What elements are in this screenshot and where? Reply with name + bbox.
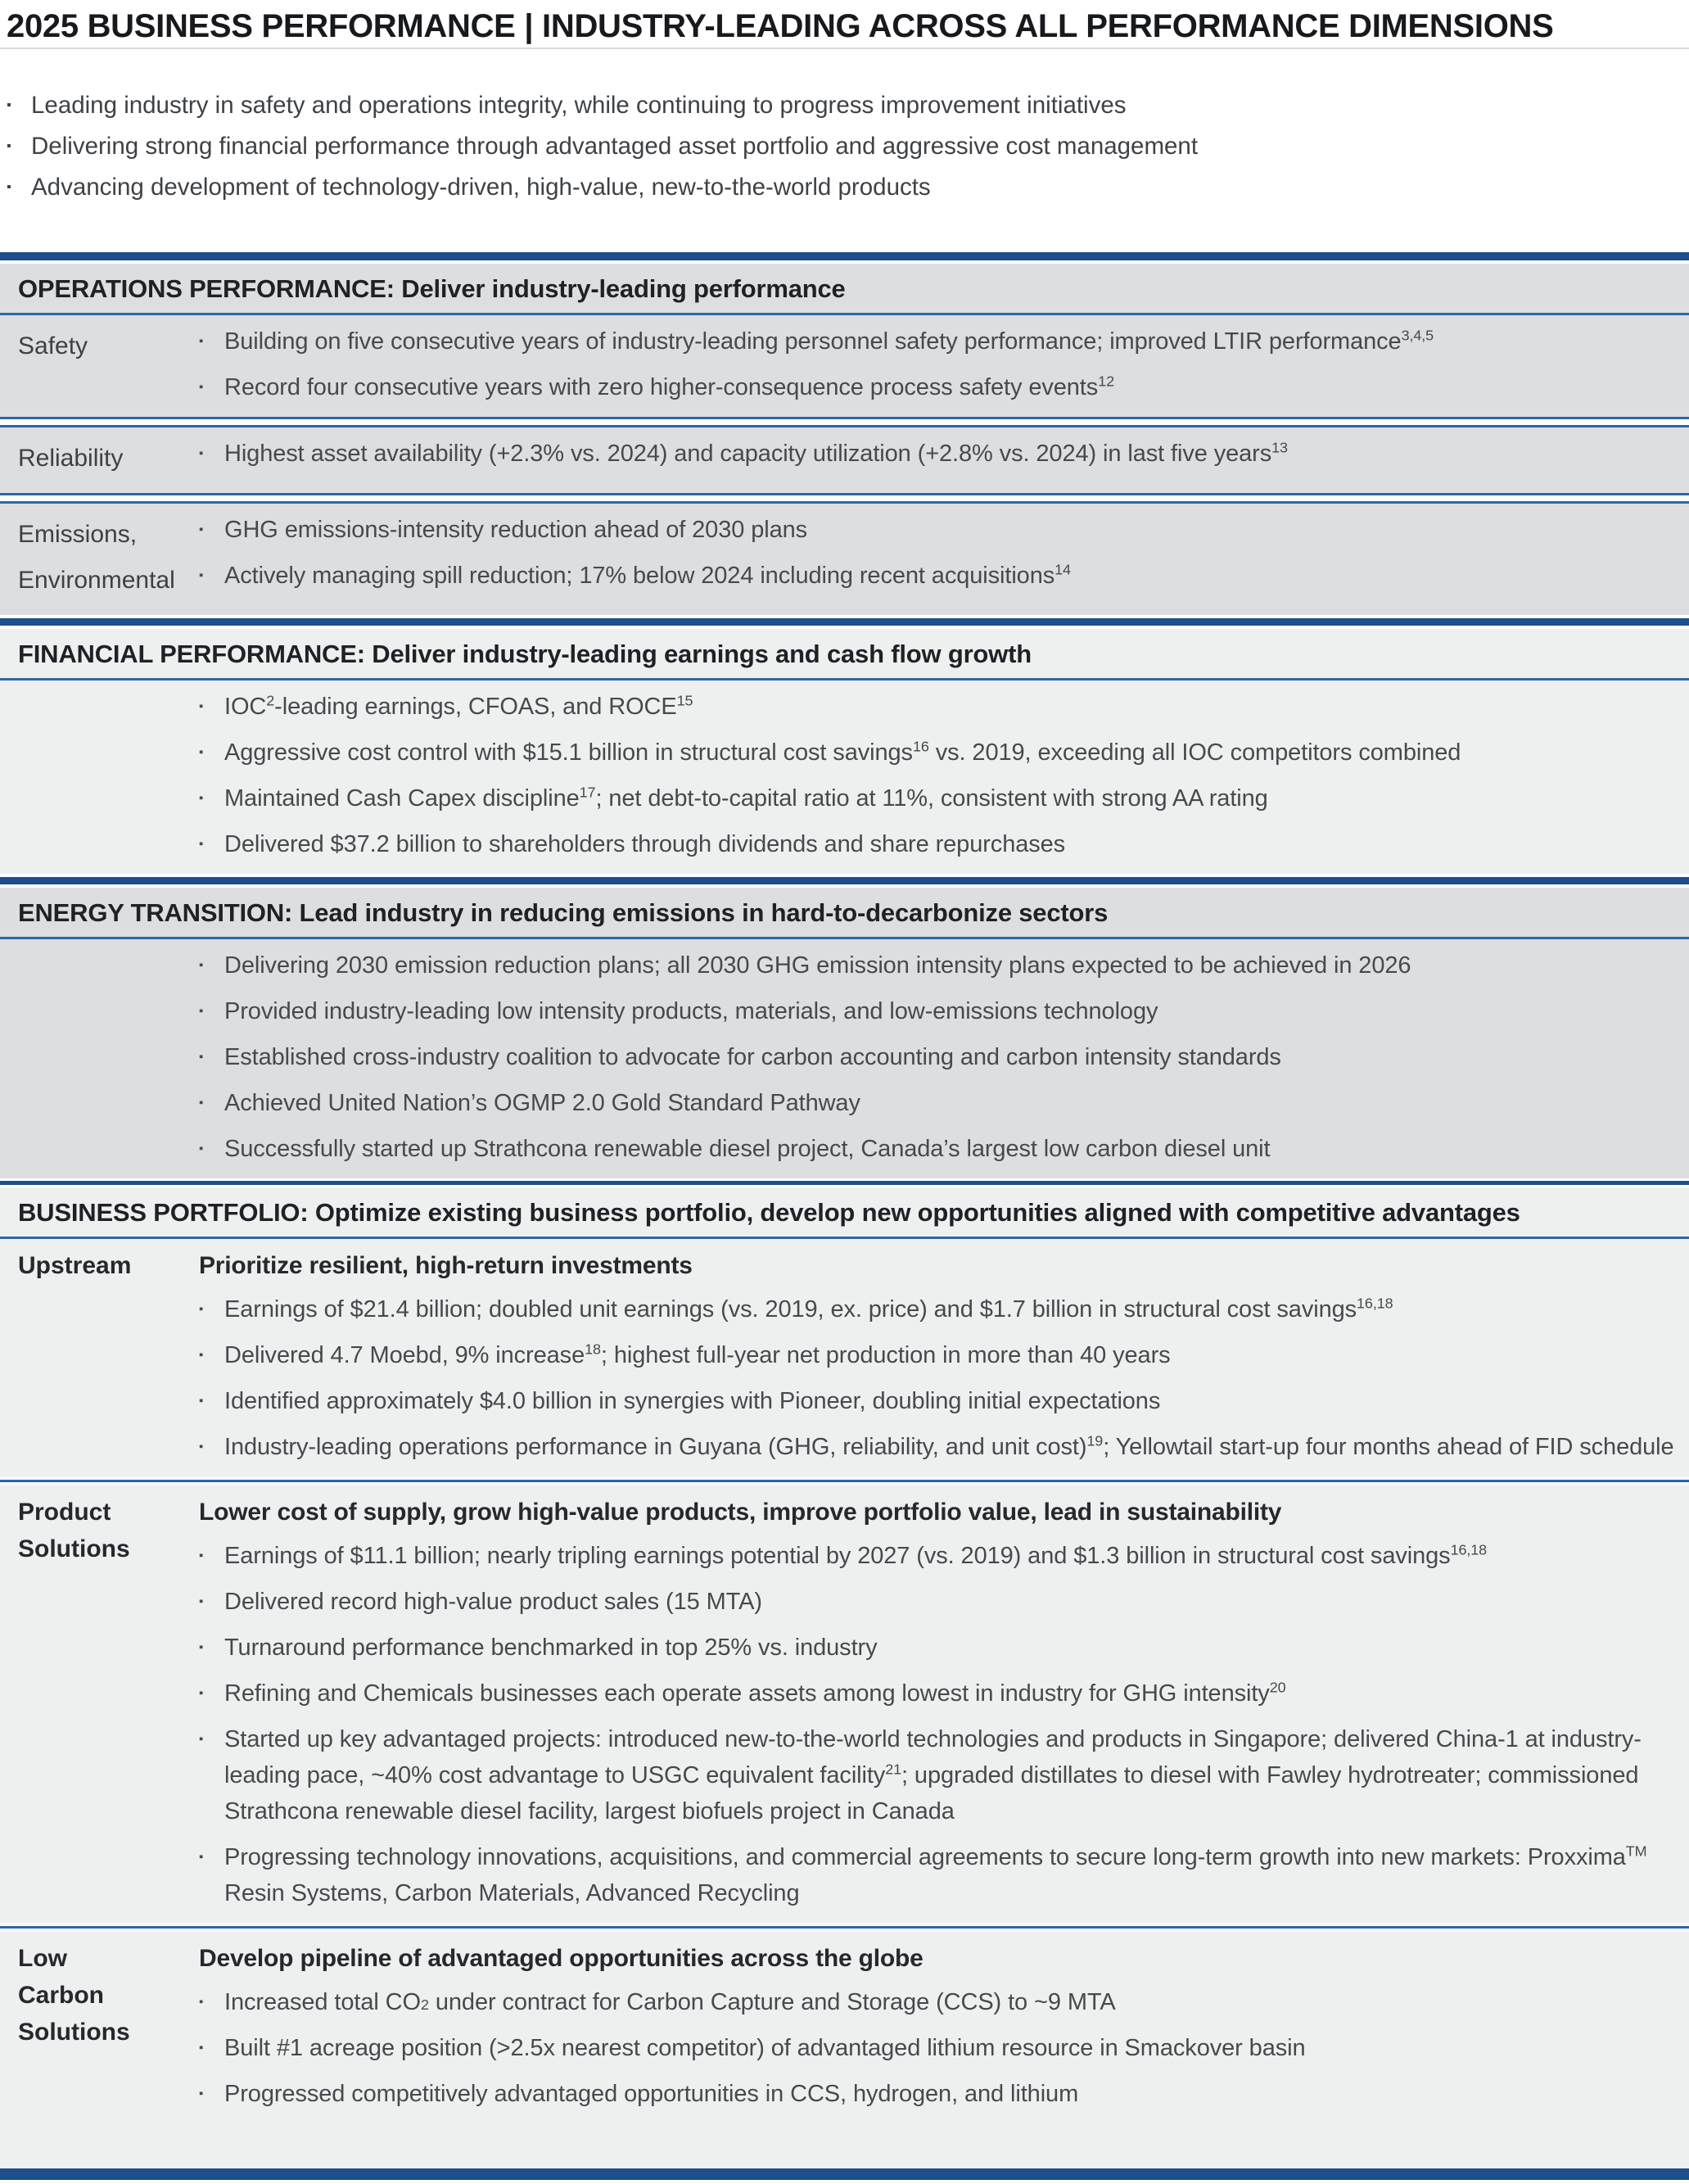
- bullet-square-icon: ▪: [7, 180, 11, 194]
- section-header-energy-transition: ENERGY TRANSITION: Lead industry in reducing emissions in hard-to-decarbonize sectors: [18, 898, 1109, 927]
- section-header-financial: FINANCIAL PERFORMANCE: Deliver industry-leading earnings and cash flow growth: [18, 640, 1032, 668]
- bullet-text: IOC$^2$-leading earnings, CFOAS, and ROCE$^{15}$: [224, 692, 693, 720]
- row-divider-double: [0, 493, 1689, 504]
- bullet-item: [199, 436, 1674, 472]
- bullet-item: [199, 1538, 1674, 1574]
- row-label-reliability: [0, 436, 199, 482]
- bullet-text: Established cross-industry coalition to advocate for carbon accounting and carbon intensity standards: [224, 1044, 1281, 1070]
- intro-bullet-text: Delivering strong financial performance through advantaged asset portfolio and aggressive cost management: [31, 133, 1199, 160]
- bullet-square-icon: ▪: [199, 1594, 204, 1608]
- superscript-ref: 20: [1269, 1679, 1286, 1696]
- superscript-ref: 18: [585, 1341, 601, 1358]
- bullet-square-icon: ▪: [199, 1732, 204, 1746]
- bullet-square-icon: ▪: [7, 98, 11, 112]
- row-label-product-solutions: [0, 1494, 199, 1911]
- bullet-square-icon: ▪: [199, 1549, 204, 1562]
- intro-bullet: [7, 126, 1689, 167]
- superscript-ref: 14: [1054, 561, 1071, 578]
- row-content-product-solutions: [199, 1494, 1689, 1911]
- superscript-ref: 2: [266, 692, 275, 709]
- superscript-ref: 19: [1086, 1432, 1104, 1449]
- bullet-square-icon: ▪: [199, 446, 204, 460]
- bullet-text: Increased total CO2 under contract for Carbon Capture and Storage (CCS) to ~9 MTA: [224, 1989, 1116, 2015]
- row-label-line: Upstream: [18, 1252, 132, 1279]
- section-header-operations: OPERATIONS PERFORMANCE: Deliver industry-leading performance: [18, 274, 846, 303]
- bullet-item: [199, 369, 1674, 405]
- bullet-text: Earnings of $11.1 billion; nearly tripling earnings potential by 2027 (vs. 2019) and $1.3 billion in structural cost savings$^{16,18}$: [224, 1541, 1488, 1569]
- row-product-solutions: [0, 1485, 1689, 1923]
- page-title: 2025 BUSINESS PERFORMANCE | INDUSTRY-LEADING ACROSS ALL PERFORMANCE DIMENSIONS: [7, 8, 1554, 44]
- row-safety: [0, 315, 1689, 417]
- bullet-text: Progressed competitively advantaged opportunities in CCS, hydrogen, and lithium: [224, 2081, 1079, 2107]
- bullet-text: Built #1 acreage position (>2.5x nearest competitor) of advantaged lithium resource in Smackover basin: [224, 2035, 1306, 2061]
- row-energy-highlights: [0, 939, 1689, 1178]
- bullet-text: Started up key advantaged projects: introduced new-to-the-world technologies and products in Singapore; delivered China-1 at industry-leading pace, ~40% cost advantage to USGC equivalent facility$^{21}$; upgraded distillates to diesel with Fawley hydrotreater; commissioned Strathcona renewable diesel facility, largest biofuels project in Canada: [224, 1726, 1642, 1825]
- bullet-item: [199, 1383, 1674, 1419]
- bullet-text: Building on five consecutive years of industry-leading personnel safety performance; improved LTIR performance$^{3,4,5}$: [224, 327, 1434, 355]
- bullet-square-icon: ▪: [199, 1394, 204, 1408]
- bullet-item: [199, 780, 1674, 816]
- row-label-line: Product: [18, 1499, 111, 1526]
- row-upstream: [0, 1239, 1689, 1476]
- bullet-square-icon: ▪: [199, 791, 204, 805]
- row-label-line: Environmental: [18, 567, 175, 594]
- bullet-text: Provided industry-leading low intensity products, materials, and low-emissions technology: [224, 998, 1158, 1024]
- bullet-item: [199, 323, 1674, 359]
- intro-bullet-text: Advancing development of technology-driven, high-value, new-to-the-world products: [31, 174, 931, 201]
- subscript-ref: 2: [421, 1996, 429, 2013]
- title-divider: [0, 47, 1689, 49]
- bullet-text: Maintained Cash Capex discipline$^{17}$; net debt-to-capital ratio at 11%, consistent with strong AA rating: [224, 784, 1268, 812]
- bullet-item: [199, 1675, 1674, 1711]
- row-subheader: Develop pipeline of advantaged opportunities across the globe: [199, 1945, 924, 1972]
- bullet-text: Delivered $37.2 billion to shareholders through dividends and share repurchases: [224, 831, 1066, 857]
- superscript-ref: 16,18: [1450, 1541, 1488, 1558]
- row-label-emissions-environmental: [0, 512, 199, 604]
- row-subheader: Prioritize resilient, high-return investments: [199, 1252, 693, 1279]
- intro-bullet-text: Leading industry in safety and operations integrity, while continuing to progress improvement initiatives: [31, 92, 1127, 119]
- section-divider-bar: [0, 618, 1689, 626]
- section-energy-transition: [0, 888, 1689, 1178]
- bullet-square-icon: ▪: [199, 568, 204, 582]
- bullet-square-icon: ▪: [199, 1348, 204, 1362]
- bullet-text: Identified approximately $4.0 billion in synergies with Pioneer, doubling initial expectations: [224, 1388, 1161, 1414]
- intro-bullet-list: [7, 85, 1689, 208]
- bullet-item: [199, 1085, 1674, 1121]
- row-label-safety: [0, 323, 199, 405]
- bullet-square-icon: ▪: [199, 1850, 204, 1864]
- bullet-square-icon: ▪: [199, 745, 204, 759]
- row-financial-highlights: [0, 681, 1689, 874]
- bullet-text: Successfully started up Strathcona renewable diesel project, Canada’s largest low carbon diesel unit: [224, 1136, 1271, 1162]
- row-label-upstream: [0, 1247, 199, 1465]
- bullet-item: [199, 947, 1674, 983]
- bullet-item: [199, 1721, 1674, 1829]
- bullet-text: Delivered record high-value product sales (15 MTA): [224, 1589, 762, 1615]
- bullet-square-icon: ▪: [199, 380, 204, 394]
- bullet-text: Delivering 2030 emission reduction plans; all 2030 GHG emission intensity plans expected to be achieved in 2026: [224, 952, 1411, 979]
- superscript-ref: 17: [579, 784, 596, 801]
- bullet-text: Industry-leading operations performance in Guyana (GHG, reliability, and unit cost)$^{19}$; Yellowtail start-up four months ahead of FID schedule: [224, 1432, 1674, 1460]
- bullet-item: [199, 512, 1674, 548]
- bullet-item: [199, 1630, 1674, 1666]
- bullet-item: [199, 993, 1674, 1029]
- row-label-energy-highlights: [0, 947, 199, 1167]
- superscript-ref: 3,4,5: [1401, 327, 1434, 344]
- bullet-text: Highest asset availability (+2.3% vs. 2024) and capacity utilization (+2.8% vs. 2024) in last five years$^{13}$: [224, 439, 1288, 467]
- bullet-square-icon: ▪: [7, 139, 11, 153]
- bullet-text: Achieved United Nation’s OGMP 2.0 Gold Standard Pathway: [224, 1090, 860, 1116]
- section-business-portfolio: [0, 1187, 1689, 2168]
- row-divider: [0, 1923, 1689, 1932]
- bullet-square-icon: ▪: [199, 334, 204, 348]
- row-content-reliability: [199, 436, 1689, 482]
- intro-bullet: [7, 167, 1689, 208]
- row-content-safety: [199, 323, 1689, 405]
- row-content-upstream: [199, 1247, 1689, 1465]
- row-content-financial-highlights: [199, 689, 1689, 862]
- row-content-energy-highlights: [199, 947, 1689, 1167]
- section-header-business-portfolio: BUSINESS PORTFOLIO: Optimize existing business portfolio, develop new opportunities aligned with competitive advantages: [18, 1198, 1520, 1227]
- bullet-text: Turnaround performance benchmarked in top 25% vs. industry: [224, 1635, 878, 1661]
- superscript-ref: 16: [912, 738, 929, 755]
- bullet-square-icon: ▪: [199, 522, 204, 536]
- table-bottom-bar: [0, 2168, 1689, 2180]
- row-content-low-carbon-solutions: [199, 1940, 1689, 2112]
- superscript-ref: 13: [1271, 439, 1288, 456]
- row-divider-line: [0, 1926, 1689, 1929]
- section-divider-bar: [0, 877, 1689, 884]
- bullet-item: [199, 826, 1674, 862]
- section-financial: [0, 629, 1689, 874]
- bullet-text: Refining and Chemicals businesses each operate assets among lowest in industry for GHG intensity$^{20}$: [224, 1679, 1286, 1707]
- bullet-item: [199, 2076, 1674, 2112]
- bullet-text: Aggressive cost control with $15.1 billion in structural cost savings$^{16}$ vs. 2019, exceeding all IOC competitors combined: [224, 738, 1461, 766]
- bullet-square-icon: ▪: [199, 837, 204, 851]
- bullet-item: [199, 1429, 1674, 1465]
- bullet-item: [199, 558, 1674, 594]
- row-subheader: Lower cost of supply, grow high-value products, improve portfolio value, lead in sustainability: [199, 1499, 1282, 1526]
- section-operations: [0, 264, 1689, 615]
- bullet-square-icon: ▪: [199, 1050, 204, 1064]
- bullet-square-icon: ▪: [199, 2087, 204, 2100]
- superscript-ref: TM: [1625, 1843, 1647, 1860]
- row-label-line: Carbon: [18, 1982, 104, 2009]
- bullet-item: [199, 1039, 1674, 1075]
- bullet-text: Actively managing spill reduction; 17% below 2024 including recent acquisitions$^{14}$: [224, 561, 1071, 589]
- row-label-line: Solutions: [18, 2019, 130, 2046]
- bullet-square-icon: ▪: [199, 1640, 204, 1654]
- bullet-square-icon: ▪: [199, 958, 204, 972]
- row-label-low-carbon-solutions: [0, 1940, 199, 2112]
- row-divider-line: [0, 1480, 1689, 1482]
- superscript-ref: 12: [1098, 373, 1114, 390]
- row-emissions-environmental: [0, 504, 1689, 615]
- bullet-square-icon: ▪: [199, 1302, 204, 1316]
- row-divider-double: [0, 417, 1689, 427]
- bullet-square-icon: ▪: [199, 1142, 204, 1155]
- bullet-text: Progressing technology innovations, acquisitions, and commercial agreements to secure long-term growth into new markets: Proxxima™ Resin Systems, Carbon Materials, Advanced Recycling: [224, 1843, 1647, 1906]
- bullet-item: [199, 1131, 1674, 1167]
- bullet-item: [199, 2030, 1674, 2066]
- section-divider-bar: [0, 252, 1689, 260]
- superscript-ref: 15: [676, 692, 693, 709]
- row-content-emissions-environmental: [199, 512, 1689, 604]
- superscript-ref: 16,18: [1357, 1295, 1393, 1312]
- bullet-square-icon: ▪: [199, 1004, 204, 1018]
- page-bottom-gap: [0, 2180, 1689, 2184]
- row-reliability: [0, 427, 1689, 493]
- bullet-text: GHG emissions-intensity reduction ahead of 2030 plans: [224, 517, 808, 543]
- row-label-line: Safety: [18, 332, 88, 359]
- bullet-item: [199, 689, 1674, 725]
- bullet-text: Record four consecutive years with zero higher-consequence process safety events$^{12}$: [224, 373, 1114, 400]
- bullet-item: [199, 735, 1674, 771]
- row-label-line: Reliability: [18, 445, 124, 472]
- bullet-square-icon: ▪: [199, 1096, 204, 1110]
- bullet-text: Delivered 4.7 Moebd, 9% increase$^{18}$; highest full-year net production in more than 40 years: [224, 1341, 1171, 1368]
- performance-table: [0, 252, 1689, 2184]
- intro-bullet: [7, 85, 1689, 126]
- superscript-ref: 21: [885, 1761, 902, 1778]
- row-label-line: Low: [18, 1945, 67, 1972]
- bullet-square-icon: ▪: [199, 699, 204, 713]
- bullet-item: [199, 1584, 1674, 1620]
- row-label-financial-highlights: [0, 689, 199, 862]
- row-divider: [0, 1476, 1689, 1485]
- bullet-square-icon: ▪: [199, 1995, 204, 2009]
- bullet-text: Earnings of $21.4 billion; doubled unit earnings (vs. 2019, ex. price) and $1.7 billion in structural cost savings$^{16,18}$: [224, 1295, 1393, 1323]
- bullet-item: [199, 1984, 1674, 2020]
- bullet-item: [199, 1337, 1674, 1373]
- bullet-square-icon: ▪: [199, 2041, 204, 2055]
- bullet-square-icon: ▪: [199, 1686, 204, 1700]
- bullet-square-icon: ▪: [199, 1440, 204, 1454]
- row-label-line: Emissions,: [18, 521, 138, 548]
- row-low-carbon-solutions: [0, 1932, 1689, 2123]
- row-label-line: Solutions: [18, 1535, 130, 1562]
- bullet-item: [199, 1291, 1674, 1327]
- bullet-item: [199, 1839, 1674, 1911]
